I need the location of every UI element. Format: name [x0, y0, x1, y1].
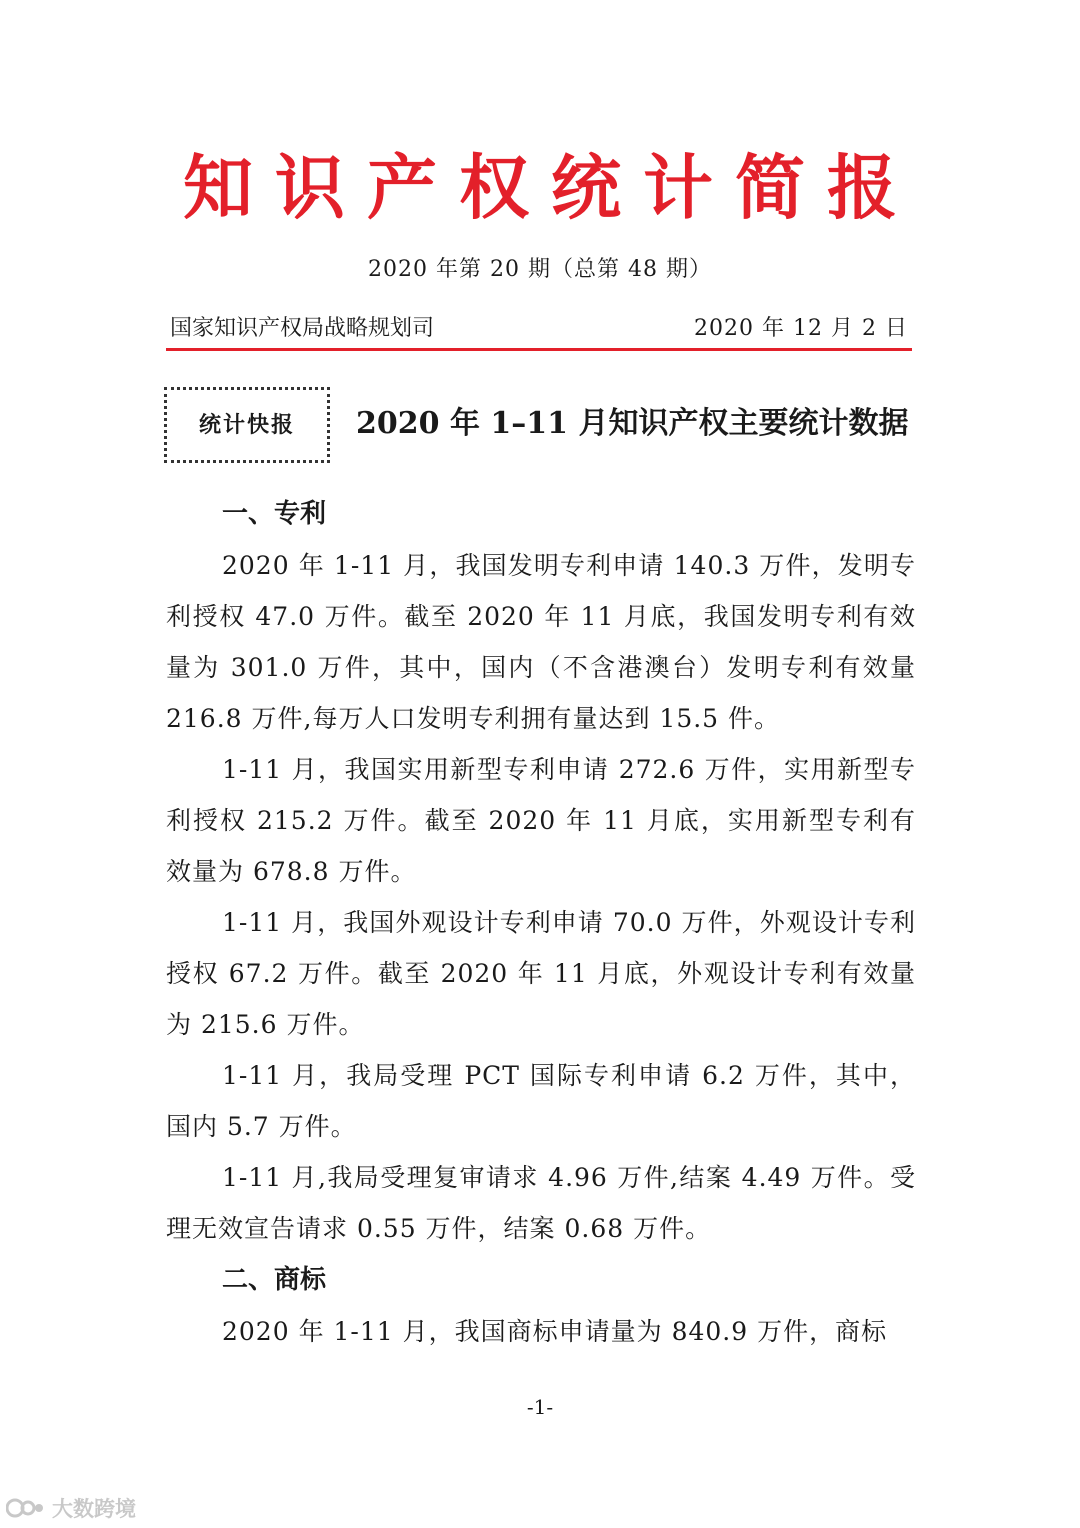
- org-date-line: [166, 314, 912, 351]
- masthead-title: 知识产权统计简报: [183, 146, 919, 229]
- issue-date: 2020 年 12 月 2 日: [694, 316, 908, 341]
- paragraph-design-patent: 1-11 月，我国外观设计专利申请 70.0 万件，外观设计专利授权 67.2 万件。截至 2020 年 11 月底，外观设计专利有效量为 215.6 万件。: [166, 908, 916, 1039]
- report-type-badge: 统计快报: [164, 387, 330, 463]
- paragraph-trademark: 2020 年 1-11 月，我国商标申请量为 840.9 万件，商标: [222, 1317, 888, 1346]
- page-number: -1-: [526, 1395, 554, 1419]
- document-body: [166, 488, 916, 1357]
- issuing-organization: 国家知识产权局战略规划司: [170, 316, 435, 341]
- section-heading-patent: 一、专利: [222, 499, 327, 529]
- brand-logo-icon: [6, 1496, 46, 1520]
- watermark-text: 大数跨境: [52, 1497, 136, 1521]
- watermark: [6, 1493, 136, 1523]
- issue-number: 2020 年第 20 期（总第 48 期）: [368, 257, 712, 282]
- paragraph-utility-model: 1-11 月，我国实用新型专利申请 272.6 万件，实用新型专利授权 215.2 万件。截至 2020 年 11 月底，实用新型专利有效量为 678.8 万件。: [166, 755, 916, 886]
- report-title: 2020 年 1–11 月知识产权主要统计数据: [356, 406, 909, 441]
- paragraph-pct: 1-11 月，我局受理 PCT 国际专利申请 6.2 万件，其中，国内 5.7 万件。: [166, 1061, 916, 1141]
- paragraph-reexamination: 1-11 月,我局受理复审请求 4.96 万件,结案 4.49 万件。受理无效宣告请求 0.55 万件，结案 0.68 万件。: [166, 1163, 916, 1243]
- paragraph-invention-patent: 2020 年 1-11 月，我国发明专利申请 140.3 万件，发明专利授权 47.0 万件。截至 2020 年 11 月底，我国发明专利有效量为 301.0 万件，其中，国内（不含港澳台）发明专利有效量 216.8 万件,每万人口发明专利拥有量达到 15.5 件。: [166, 551, 916, 733]
- section-heading-trademark: 二、商标: [222, 1265, 327, 1295]
